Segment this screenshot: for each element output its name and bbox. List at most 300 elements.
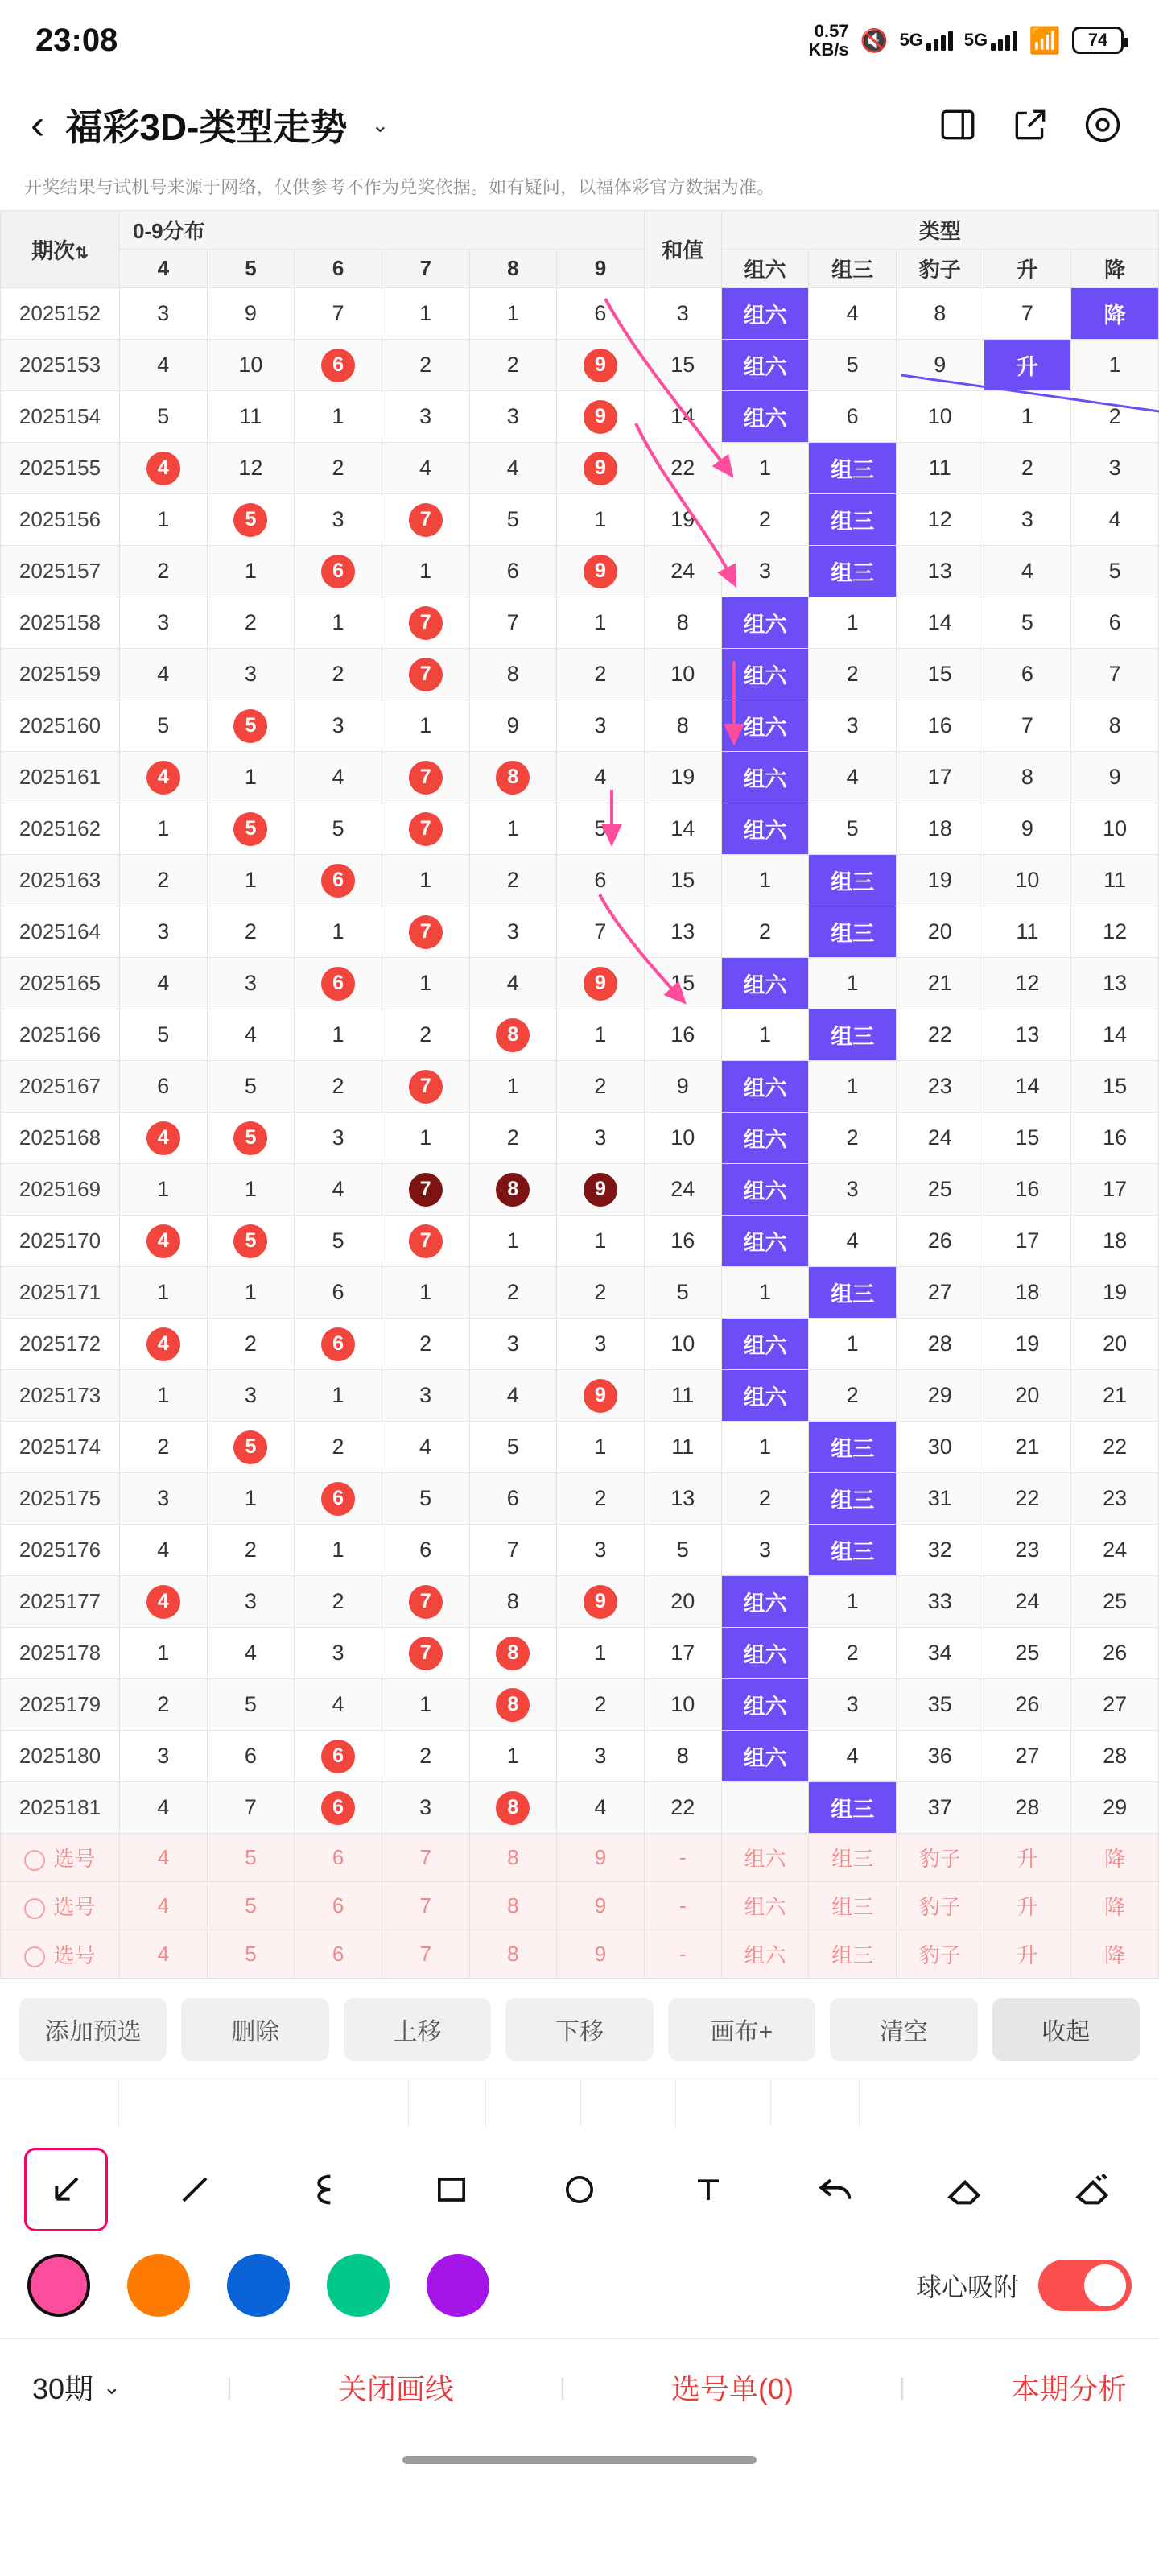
cell-digit[interactable]: 2	[295, 1576, 382, 1628]
cell-up[interactable]: 8	[984, 752, 1071, 803]
cell-digit[interactable]: 4	[120, 649, 208, 700]
cell-digit[interactable]: 5	[207, 1216, 295, 1267]
period-selector[interactable]: 30期 ⌄	[32, 2372, 121, 2405]
cell-up[interactable]: 23	[984, 1525, 1071, 1576]
delete-button[interactable]: 删除	[181, 1998, 328, 2061]
cell-zusan[interactable]: 3	[809, 1679, 897, 1731]
cell-zusan[interactable]: 1	[809, 1319, 897, 1370]
collapse-button[interactable]: 收起	[992, 1998, 1140, 2061]
preselect-digit[interactable]: 7	[382, 1882, 469, 1930]
cell-period[interactable]: 2025167	[1, 1061, 120, 1113]
analysis-button[interactable]: 本期分析	[1011, 2372, 1128, 2405]
cell-baozi[interactable]: 32	[897, 1525, 984, 1576]
cell-period[interactable]: 2025156	[1, 494, 120, 546]
cell-sum[interactable]: 16	[644, 1216, 721, 1267]
preselect-cell-3[interactable]: 豹子	[897, 1834, 984, 1882]
line-tool[interactable]	[153, 2148, 237, 2231]
cell-digit[interactable]: 6	[295, 340, 382, 391]
cell-down[interactable]: 8	[1071, 700, 1159, 752]
cell-digit[interactable]: 1	[382, 1679, 469, 1731]
cell-sum[interactable]: 14	[644, 803, 721, 855]
cell-digit[interactable]: 4	[120, 958, 208, 1009]
cell-sum[interactable]: 19	[644, 494, 721, 546]
cell-zusan[interactable]: 1	[809, 958, 897, 1009]
cell-sum[interactable]: 11	[644, 1422, 721, 1473]
cell-baozi[interactable]: 28	[897, 1319, 984, 1370]
cell-sum[interactable]: 16	[644, 1009, 721, 1061]
move-up-button[interactable]: 上移	[344, 1998, 491, 2061]
cell-zusan[interactable]: 组三	[809, 1422, 897, 1473]
cell-period[interactable]: 2025175	[1, 1473, 120, 1525]
cell-period[interactable]: 2025177	[1, 1576, 120, 1628]
cell-digit[interactable]: 2	[382, 1731, 469, 1782]
cell-digit[interactable]: 3	[295, 1113, 382, 1164]
preselect-digit[interactable]: 7	[382, 1834, 469, 1882]
preselect-digit[interactable]: 4	[120, 1834, 208, 1882]
preselect-cell-5[interactable]: 降	[1071, 1834, 1159, 1882]
cell-digit[interactable]: 7	[382, 1628, 469, 1679]
cell-digit[interactable]: 4	[120, 1525, 208, 1576]
cell-baozi[interactable]: 35	[897, 1679, 984, 1731]
preselect-digit[interactable]: 6	[295, 1930, 382, 1979]
cell-zusan[interactable]: 组三	[809, 546, 897, 597]
cell-zusan[interactable]: 4	[809, 752, 897, 803]
cell-digit[interactable]: 7	[382, 752, 469, 803]
cell-sum[interactable]: 14	[644, 391, 721, 443]
cell-period[interactable]: 2025155	[1, 443, 120, 494]
cell-digit[interactable]: 4	[469, 1370, 557, 1422]
cell-zuliu[interactable]: 组六	[721, 391, 809, 443]
preselect-digit[interactable]: 9	[557, 1834, 645, 1882]
cell-baozi[interactable]: 8	[897, 288, 984, 340]
cell-up[interactable]: 28	[984, 1782, 1071, 1834]
cell-zuliu[interactable]: 组六	[721, 649, 809, 700]
preselect-digit[interactable]: 8	[469, 1834, 557, 1882]
cell-digit[interactable]: 2	[207, 597, 295, 649]
cell-zusan[interactable]: 2	[809, 1370, 897, 1422]
table-row[interactable]	[1, 1113, 1159, 1164]
cell-digit[interactable]: 7	[207, 1782, 295, 1834]
cell-digit[interactable]: 1	[120, 1267, 208, 1319]
cell-zuliu[interactable]: 组六	[721, 1216, 809, 1267]
cell-digit[interactable]: 3	[382, 1370, 469, 1422]
cell-digit[interactable]: 7	[557, 906, 645, 958]
cell-sum[interactable]: 22	[644, 1782, 721, 1834]
cell-digit[interactable]: 2	[382, 1009, 469, 1061]
cell-period[interactable]: 2025181	[1, 1782, 120, 1834]
cell-digit[interactable]: 2	[295, 1422, 382, 1473]
cell-digit[interactable]: 9	[557, 1576, 645, 1628]
cell-digit[interactable]: 1	[120, 1370, 208, 1422]
cell-down[interactable]: 1	[1071, 340, 1159, 391]
cell-zusan[interactable]: 组三	[809, 1782, 897, 1834]
cell-zuliu[interactable]: 组六	[721, 597, 809, 649]
cell-down[interactable]: 20	[1071, 1319, 1159, 1370]
close-drawing-button[interactable]: 关闭画线	[337, 2372, 454, 2405]
cell-period[interactable]: 2025163	[1, 855, 120, 906]
color-swatch-purple[interactable]	[427, 2254, 489, 2317]
cell-down[interactable]: 27	[1071, 1679, 1159, 1731]
cell-digit[interactable]: 5	[557, 803, 645, 855]
cell-digit[interactable]: 1	[120, 1628, 208, 1679]
cell-period[interactable]: 2025172	[1, 1319, 120, 1370]
preselect-digit[interactable]: 5	[207, 1882, 295, 1930]
cell-period[interactable]: 2025158	[1, 597, 120, 649]
cell-baozi[interactable]: 31	[897, 1473, 984, 1525]
preselect-digit[interactable]: 4	[120, 1930, 208, 1979]
cell-sum[interactable]: 9	[644, 1061, 721, 1113]
cell-digit[interactable]: 4	[557, 752, 645, 803]
cell-digit[interactable]: 1	[382, 546, 469, 597]
cell-baozi[interactable]: 30	[897, 1422, 984, 1473]
cell-digit[interactable]: 3	[295, 494, 382, 546]
cell-digit[interactable]: 1	[295, 1525, 382, 1576]
rectangle-tool[interactable]	[410, 2148, 493, 2231]
cell-zusan[interactable]: 1	[809, 597, 897, 649]
cell-digit[interactable]: 4	[120, 1113, 208, 1164]
cell-sum[interactable]: 5	[644, 1525, 721, 1576]
th-period[interactable]: 期次⇅	[1, 211, 120, 288]
cell-period[interactable]: 2025164	[1, 906, 120, 958]
cell-digit[interactable]: 2	[207, 1319, 295, 1370]
cell-digit[interactable]: 11	[207, 391, 295, 443]
color-swatch-pink[interactable]	[27, 2254, 90, 2317]
cell-zusan[interactable]: 4	[809, 288, 897, 340]
table-row[interactable]	[1, 1525, 1159, 1576]
cell-up[interactable]: 13	[984, 1009, 1071, 1061]
cell-digit[interactable]: 8	[469, 1679, 557, 1731]
cell-digit[interactable]: 5	[207, 700, 295, 752]
cell-digit[interactable]: 7	[295, 288, 382, 340]
cell-digit[interactable]: 6	[557, 288, 645, 340]
preselect-cell-1[interactable]: 组六	[721, 1882, 809, 1930]
cell-digit[interactable]: 1	[557, 1628, 645, 1679]
cell-zuliu[interactable]: 组六	[721, 1061, 809, 1113]
cell-digit[interactable]: 1	[120, 494, 208, 546]
cell-down[interactable]: 7	[1071, 649, 1159, 700]
cell-digit[interactable]: 8	[469, 1782, 557, 1834]
cell-zusan[interactable]: 3	[809, 700, 897, 752]
cell-digit[interactable]: 9	[557, 391, 645, 443]
cell-up[interactable]: 2	[984, 443, 1071, 494]
cell-down[interactable]: 6	[1071, 597, 1159, 649]
cell-digit[interactable]: 6	[295, 546, 382, 597]
cell-zusan[interactable]: 组三	[809, 1267, 897, 1319]
cell-digit[interactable]: 2	[469, 855, 557, 906]
drawing-toolbar[interactable]	[0, 2127, 1159, 2246]
cell-digit[interactable]: 1	[295, 391, 382, 443]
cell-period[interactable]: 2025168	[1, 1113, 120, 1164]
cell-period[interactable]: 2025171	[1, 1267, 120, 1319]
preselect-cell-3[interactable]: 豹子	[897, 1882, 984, 1930]
cell-digit[interactable]: 1	[295, 1009, 382, 1061]
cell-down[interactable]: 26	[1071, 1628, 1159, 1679]
preselect-cell-1[interactable]: 组六	[721, 1930, 809, 1979]
share-icon[interactable]	[1004, 99, 1056, 151]
cell-digit[interactable]: 4	[120, 443, 208, 494]
preselect-cell-0[interactable]: -	[644, 1882, 721, 1930]
cell-digit[interactable]: 3	[207, 649, 295, 700]
cell-digit[interactable]: 4	[382, 1422, 469, 1473]
preselect-digit[interactable]: 4	[120, 1882, 208, 1930]
preselect-cell-2[interactable]: 组三	[809, 1882, 897, 1930]
cell-digit[interactable]: 4	[207, 1009, 295, 1061]
cell-down[interactable]: 29	[1071, 1782, 1159, 1834]
cell-digit[interactable]: 5	[120, 700, 208, 752]
trend-table[interactable]	[0, 210, 1159, 1979]
cell-down[interactable]: 2	[1071, 391, 1159, 443]
cell-down[interactable]: 13	[1071, 958, 1159, 1009]
preselect-digit[interactable]: 5	[207, 1834, 295, 1882]
cell-digit[interactable]: 5	[207, 494, 295, 546]
cell-down[interactable]: 17	[1071, 1164, 1159, 1216]
cell-up[interactable]: 12	[984, 958, 1071, 1009]
cell-zuliu[interactable]: 1	[721, 1422, 809, 1473]
cell-down[interactable]: 28	[1071, 1731, 1159, 1782]
preselect-digit[interactable]: 9	[557, 1930, 645, 1979]
cell-digit[interactable]: 1	[207, 1164, 295, 1216]
cell-period[interactable]: 2025153	[1, 340, 120, 391]
cell-zuliu[interactable]: 组六	[721, 1731, 809, 1782]
table-row[interactable]	[1, 1422, 1159, 1473]
cell-digit[interactable]: 9	[557, 340, 645, 391]
cell-zusan[interactable]: 组三	[809, 494, 897, 546]
clear-all-tool[interactable]	[1051, 2148, 1135, 2231]
cell-zuliu[interactable]: 3	[721, 1525, 809, 1576]
cell-digit[interactable]: 1	[120, 803, 208, 855]
cell-zuliu[interactable]: 3	[721, 546, 809, 597]
cell-down[interactable]: 5	[1071, 546, 1159, 597]
cell-down[interactable]: 14	[1071, 1009, 1159, 1061]
cell-digit[interactable]: 10	[207, 340, 295, 391]
cell-zuliu[interactable]: 组六	[721, 1113, 809, 1164]
cell-sum[interactable]: 24	[644, 1164, 721, 1216]
cell-digit[interactable]: 1	[382, 288, 469, 340]
cell-digit[interactable]: 4	[295, 1679, 382, 1731]
cell-zusan[interactable]: 组三	[809, 443, 897, 494]
cell-digit[interactable]: 4	[207, 1628, 295, 1679]
cell-zusan[interactable]: 组三	[809, 1473, 897, 1525]
cell-digit[interactable]: 1	[557, 1009, 645, 1061]
cell-baozi[interactable]: 11	[897, 443, 984, 494]
cell-digit[interactable]: 3	[120, 906, 208, 958]
cell-digit[interactable]: 7	[382, 906, 469, 958]
add-preselect-button[interactable]: 添加预选	[19, 1998, 167, 2061]
cell-period[interactable]: 2025165	[1, 958, 120, 1009]
cell-digit[interactable]: 2	[469, 1267, 557, 1319]
cell-period[interactable]: 2025157	[1, 546, 120, 597]
cell-sum[interactable]: 3	[644, 288, 721, 340]
cell-zusan[interactable]: 2	[809, 1113, 897, 1164]
table-row[interactable]	[1, 1370, 1159, 1422]
cell-down[interactable]: 18	[1071, 1216, 1159, 1267]
cell-digit[interactable]: 2	[120, 855, 208, 906]
cell-down[interactable]: 19	[1071, 1267, 1159, 1319]
color-palette[interactable]	[0, 2246, 1159, 2338]
cell-digit[interactable]: 5	[469, 1422, 557, 1473]
cell-up[interactable]: 3	[984, 494, 1071, 546]
cell-zusan[interactable]: 5	[809, 340, 897, 391]
cell-digit[interactable]: 6	[469, 1473, 557, 1525]
cell-digit[interactable]: 4	[557, 1782, 645, 1834]
cell-digit[interactable]: 4	[382, 443, 469, 494]
cell-zusan[interactable]: 组三	[809, 1009, 897, 1061]
cell-digit[interactable]: 6	[382, 1525, 469, 1576]
cell-period[interactable]: 2025174	[1, 1422, 120, 1473]
cell-up[interactable]: 20	[984, 1370, 1071, 1422]
table-row[interactable]	[1, 340, 1159, 391]
table-row[interactable]	[1, 752, 1159, 803]
cell-digit[interactable]: 6	[207, 1731, 295, 1782]
cell-baozi[interactable]: 22	[897, 1009, 984, 1061]
cell-digit[interactable]: 7	[382, 803, 469, 855]
cell-sum[interactable]: 5	[644, 1267, 721, 1319]
table-row[interactable]	[1, 443, 1159, 494]
cell-digit[interactable]: 9	[557, 958, 645, 1009]
table-row[interactable]	[1, 958, 1159, 1009]
cell-zusan[interactable]: 6	[809, 391, 897, 443]
table-row[interactable]	[1, 855, 1159, 906]
preselect-row[interactable]	[1, 1882, 1159, 1930]
cell-up[interactable]: 6	[984, 649, 1071, 700]
cell-baozi[interactable]: 15	[897, 649, 984, 700]
cell-digit[interactable]: 5	[382, 1473, 469, 1525]
cell-baozi[interactable]: 29	[897, 1370, 984, 1422]
cell-period[interactable]: 2025166	[1, 1009, 120, 1061]
cell-digit[interactable]: 9	[557, 1370, 645, 1422]
cell-zuliu[interactable]: 组六	[721, 1164, 809, 1216]
cell-zusan[interactable]: 4	[809, 1731, 897, 1782]
preselect-digit[interactable]: 8	[469, 1882, 557, 1930]
bottom-bar[interactable]	[0, 2339, 1159, 2435]
cell-up[interactable]: 4	[984, 546, 1071, 597]
cell-digit[interactable]: 7	[382, 1164, 469, 1216]
table-row[interactable]	[1, 1473, 1159, 1525]
cell-zuliu[interactable]: 组六	[721, 803, 809, 855]
cell-period[interactable]: 2025152	[1, 288, 120, 340]
cell-digit[interactable]: 3	[469, 391, 557, 443]
cell-digit[interactable]: 5	[120, 391, 208, 443]
cell-period[interactable]: 2025178	[1, 1628, 120, 1679]
cell-down[interactable]: 3	[1071, 443, 1159, 494]
cell-baozi[interactable]: 36	[897, 1731, 984, 1782]
cell-up[interactable]: 7	[984, 700, 1071, 752]
preselect-row[interactable]	[1, 1834, 1159, 1882]
table-row[interactable]	[1, 1267, 1159, 1319]
cell-zusan[interactable]: 1	[809, 1061, 897, 1113]
cell-digit[interactable]: 3	[557, 1319, 645, 1370]
cell-up[interactable]: 24	[984, 1576, 1071, 1628]
action-buttons[interactable]	[0, 1979, 1159, 2079]
cell-baozi[interactable]: 19	[897, 855, 984, 906]
table-row[interactable]	[1, 391, 1159, 443]
cell-up[interactable]: 18	[984, 1267, 1071, 1319]
ellipse-tool[interactable]	[538, 2148, 621, 2231]
cell-digit[interactable]: 1	[557, 597, 645, 649]
cell-up[interactable]: 9	[984, 803, 1071, 855]
cell-digit[interactable]: 2	[295, 443, 382, 494]
snap-toggle[interactable]	[1038, 2260, 1132, 2311]
preselect-cell-4[interactable]: 升	[984, 1930, 1071, 1979]
cell-digit[interactable]: 6	[120, 1061, 208, 1113]
cell-digit[interactable]: 2	[382, 340, 469, 391]
cell-digit[interactable]: 1	[295, 906, 382, 958]
cell-up[interactable]: 17	[984, 1216, 1071, 1267]
cell-sum[interactable]: 15	[644, 340, 721, 391]
cell-up[interactable]: 升	[984, 340, 1071, 391]
cell-digit[interactable]: 7	[382, 649, 469, 700]
cell-down[interactable]: 降	[1071, 288, 1159, 340]
cell-baozi[interactable]: 37	[897, 1782, 984, 1834]
cell-digit[interactable]: 7	[382, 597, 469, 649]
cell-digit[interactable]: 8	[469, 649, 557, 700]
cell-down[interactable]: 10	[1071, 803, 1159, 855]
cell-zusan[interactable]: 组三	[809, 855, 897, 906]
preselect-cell-2[interactable]: 组三	[809, 1834, 897, 1882]
cell-digit[interactable]: 5	[295, 1216, 382, 1267]
cell-baozi[interactable]: 21	[897, 958, 984, 1009]
cell-digit[interactable]: 5	[207, 1679, 295, 1731]
split-screen-icon[interactable]	[932, 99, 984, 151]
cell-digit[interactable]: 1	[120, 1164, 208, 1216]
cell-zuliu[interactable]: 组六	[721, 1370, 809, 1422]
cell-zuliu[interactable]: 1	[721, 855, 809, 906]
cell-zuliu[interactable]: 组六	[721, 340, 809, 391]
preselect-digit[interactable]: 5	[207, 1930, 295, 1979]
preselect-label[interactable]: 选号	[1, 1930, 120, 1979]
table-row[interactable]	[1, 1319, 1159, 1370]
gear-icon[interactable]	[1077, 99, 1128, 151]
cell-digit[interactable]: 4	[120, 1216, 208, 1267]
cell-digit[interactable]: 2	[557, 1473, 645, 1525]
cell-baozi[interactable]: 23	[897, 1061, 984, 1113]
cell-digit[interactable]: 7	[382, 494, 469, 546]
cell-digit[interactable]: 5	[469, 494, 557, 546]
cell-baozi[interactable]: 25	[897, 1164, 984, 1216]
preselect-cell-3[interactable]: 豹子	[897, 1930, 984, 1979]
text-tool[interactable]	[666, 2148, 750, 2231]
cell-digit[interactable]: 1	[469, 1731, 557, 1782]
cell-up[interactable]: 19	[984, 1319, 1071, 1370]
cell-digit[interactable]: 4	[120, 752, 208, 803]
cell-sum[interactable]: 15	[644, 855, 721, 906]
cell-digit[interactable]: 1	[469, 803, 557, 855]
cell-digit[interactable]: 3	[469, 906, 557, 958]
cell-down[interactable]: 24	[1071, 1525, 1159, 1576]
cell-zusan[interactable]: 组三	[809, 906, 897, 958]
move-down-button[interactable]: 下移	[505, 1998, 653, 2061]
preselect-row[interactable]	[1, 1930, 1159, 1979]
cell-baozi[interactable]: 34	[897, 1628, 984, 1679]
preselect-cell-4[interactable]: 升	[984, 1834, 1071, 1882]
cell-baozi[interactable]: 20	[897, 906, 984, 958]
cell-up[interactable]: 1	[984, 391, 1071, 443]
table-row[interactable]	[1, 906, 1159, 958]
preselect-digit[interactable]: 9	[557, 1882, 645, 1930]
cell-up[interactable]: 15	[984, 1113, 1071, 1164]
cell-digit[interactable]: 6	[295, 855, 382, 906]
cell-digit[interactable]: 9	[469, 700, 557, 752]
cell-digit[interactable]: 3	[120, 288, 208, 340]
canvas-add-button[interactable]: 画布+	[668, 1998, 815, 2061]
cell-digit[interactable]: 5	[207, 1113, 295, 1164]
cell-down[interactable]: 9	[1071, 752, 1159, 803]
table-row[interactable]	[1, 649, 1159, 700]
cell-sum[interactable]: 10	[644, 649, 721, 700]
cell-digit[interactable]: 7	[382, 1216, 469, 1267]
cell-digit[interactable]: 3	[120, 1731, 208, 1782]
cell-zuliu[interactable]	[721, 1782, 809, 1834]
